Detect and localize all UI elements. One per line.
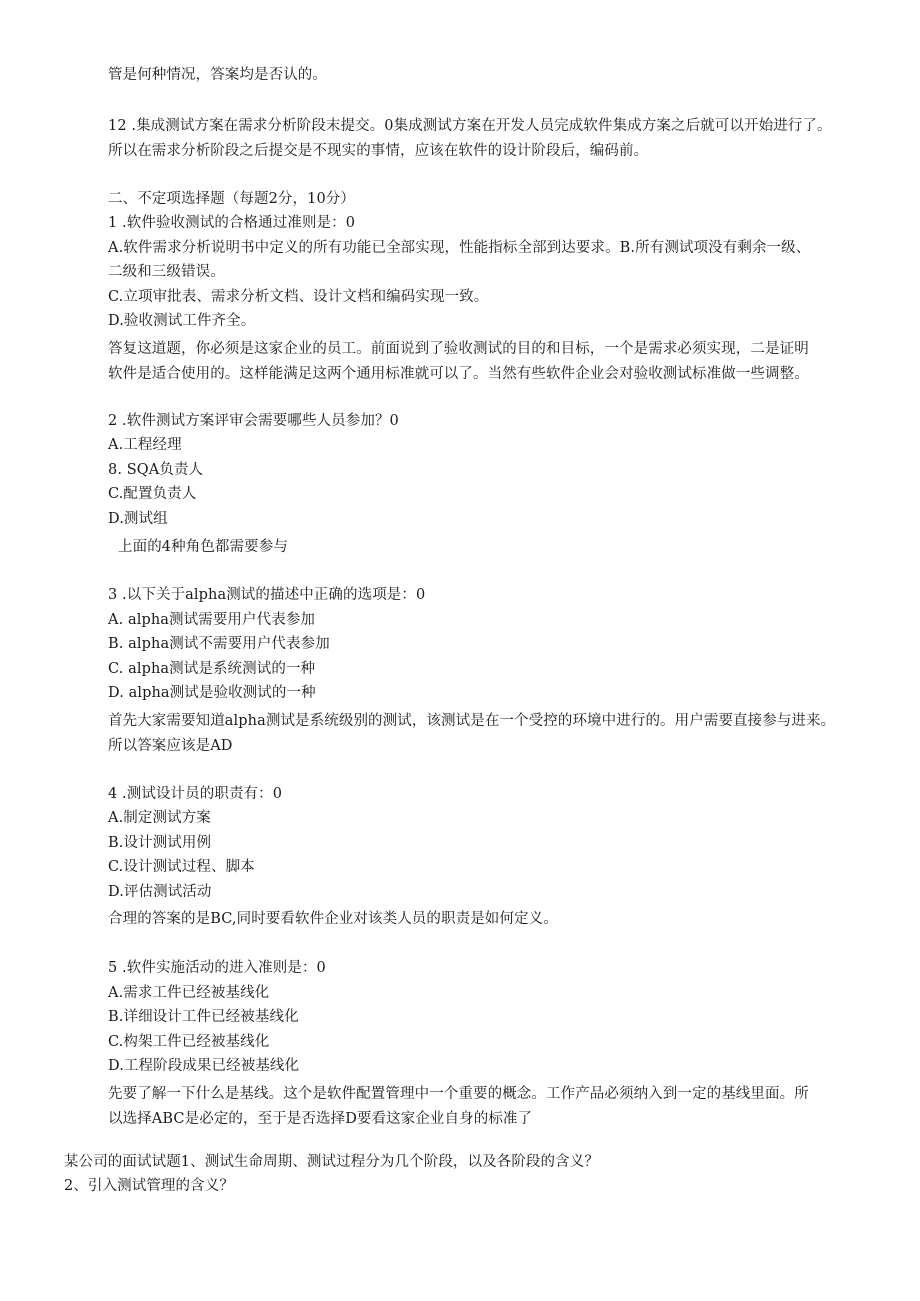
q5-question: 5 .软件实施活动的进入准则是：0 [108,960,326,976]
q5-answer-line2: 以选择ABC是必定的，至于是否选择D要看这家企业自身的标准了 [108,1111,533,1127]
q1-question: 1 .软件验收测试的合格通过准则是：0 [108,215,356,231]
q4-answer: 合理的答案的是BC,同时要看软件企业对该类人员的职责是如何定义。 [108,911,558,927]
q1-option-a-line1: A.软件需求分析说明书中定义的所有功能已全部实现，性能指标全部到达要求。B.所有测试项没有剩余一级、 [108,240,811,256]
q4-option-c: C.设计测试过程、脚本 [108,859,255,875]
q4-option-d: D.评估测试活动 [108,884,212,900]
q5-answer-line1: 先要了解一下什么是基线。这个是软件配置管理中一个重要的概念。工作产品必须纳入到一定的基线里面。所 [108,1086,809,1102]
interview-line1: 某公司的面试试题1、测试生命周期、测试过程分为几个阶段，以及各阶段的含义？ [64,1154,599,1170]
q2-answer: 上面的4种角色都需要参与 [118,539,288,555]
q3-option-b: B. alpha测试不需要用户代表参加 [108,636,330,652]
q5-option-b: B.详细设计工件已经被基线化 [108,1009,299,1025]
q3-answer-line1: 首先大家需要知道alpha测试是系统级别的测试，该测试是在一个受控的环境中进行的。用户需要直接参与进来。 [108,713,836,729]
q4-option-b: B.设计测试用例 [108,835,212,851]
q5-option-d: D.工程阶段成果已经被基线化 [108,1058,300,1074]
interview-line2: 2、引入测试管理的含义？ [64,1178,234,1194]
q4-option-a: A.制定测试方案 [108,810,211,826]
q3-question: 3 .以下关于alpha测试的描述中正确的选项是：0 [108,587,426,603]
q3-option-a: A. alpha测试需要用户代表参加 [108,612,316,628]
q5-option-c: C.构架工件已经被基线化 [108,1034,270,1050]
q4-question: 4 .测试设计员的职责有：0 [108,786,283,802]
q5-option-a: A.需求工件已经被基线化 [108,985,270,1001]
q12-line1: 12 .集成测试方案在需求分析阶段末提交。0集成测试方案在开发人员完成软件集成方案之后就可以开始进行了。 [108,118,832,134]
q12-line2: 所以在需求分析阶段之后提交是不现实的事情，应该在软件的设计阶段后，编码前。 [108,143,649,159]
q1-option-a-line2: 二级和三级错误。 [108,264,225,280]
q1-option-c: C.立项审批表、需求分析文档、设计文档和编码实现一致。 [108,289,489,305]
q2-question: 2 .软件测试方案评审会需要哪些人员参加？0 [108,413,399,429]
q2-option-c: C.配置负责人 [108,486,197,502]
q1-answer-line1: 答复这道题，你必须是这家企业的员工。前面说到了验收测试的目的和目标，一个是需求必须实现，二是证明 [108,341,809,357]
q3-option-c: C. alpha测试是系统测试的一种 [108,661,316,677]
q2-option-b: 8. SQA负责人 [108,462,204,478]
text-line: 管是何种情况，答案均是否认的。 [108,67,327,83]
q2-option-d: D.测试组 [108,511,168,527]
q1-answer-line2: 软件是适合使用的。这样能满足这两个通用标准就可以了。当然有些软件企业会对验收测试标准做一些调整。 [108,366,809,382]
q2-option-a: A.工程经理 [108,437,182,453]
section-title: 二、不定项选择题（每题2分，10分） [108,191,355,207]
q3-option-d: D. alpha测试是验收测试的一种 [108,685,316,701]
q3-answer-line2: 所以答案应该是AD [108,738,233,754]
q1-option-d: D.验收测试工件齐全。 [108,313,256,329]
